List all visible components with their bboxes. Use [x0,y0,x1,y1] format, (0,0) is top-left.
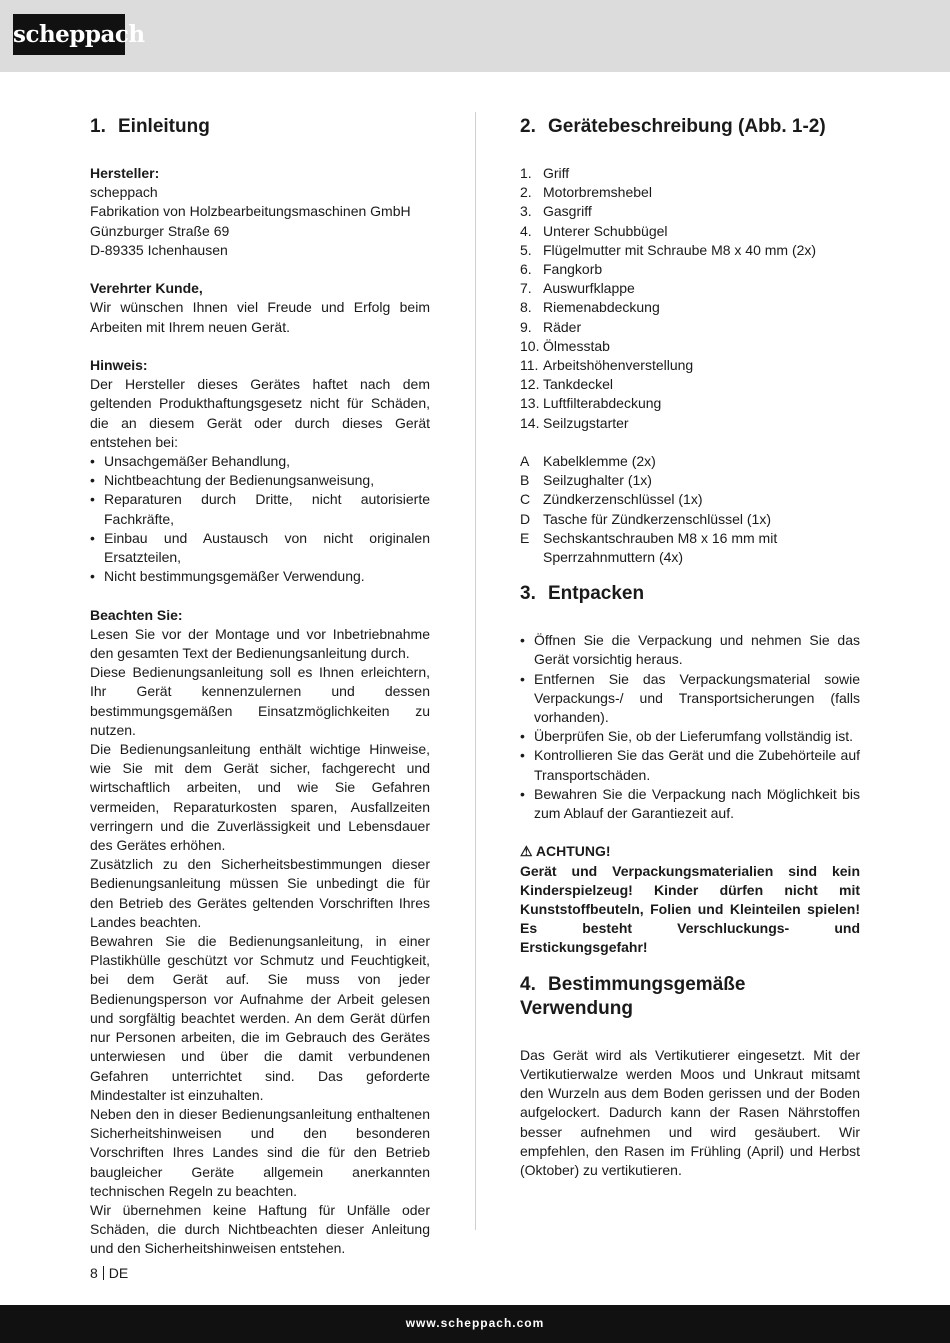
list-item: • Überprüfen Sie, ob der Lieferumfang vollständig ist. [520,727,860,746]
list-item: • Bewahren Sie die Verpackung nach Möglichkeit bis zum Ablauf der Garantiezeit auf. [520,785,860,823]
address-line: scheppach [90,184,158,201]
beachten-paragraph: Die Bedienungsanleitung enthält wichtige Hinweise, wie Sie mit dem Gerät sicher, fachgerecht und wirtschaftlich arbeiten, und wie Sie Gefahren vermeiden, Reparaturkosten sparen, Ausfallzeiten verringern und die Zuverlässigkeit und Lebensdauer des Gerätes erhöhen. [90,741,430,854]
verwendung-text: Das Gerät wird als Vertikutierer eingesetzt. Mit der Vertikutierwalze werden Moos und Unkraut mitsamt den Wurzeln aus dem Boden gerissen und der Boden aufgelockert. Dadurch kann der Rasen Nährstoffen besser aufnehmen und wird gesäubert. Wir empfehlen, den Rasen im Frühling (April) und Herbst (Oktober) zu vertikutieren. [520,1046,860,1178]
right-column [520,115,860,1180]
beachten-paragraph: Bewahren Sie die Bedienungsanleitung, in einer Plastikhülle geschützt vor Schmutz und Feuchtigkeit, bei dem Gerät auf. Sie muss von jeder Bedienungsperson vor Aufnahme der Arbeit gelesen und sorgfältig beachtet werden. An dem Gerät dürfen nur Personen arbeiten, die im Gebrauch des Gerätes unterwiesen und über die damit verbundenen Gefahren unterrichtet sind. Das geforderte Mindestalter ist einzuhalten. [90,933,430,1103]
column-divider [475,112,476,1230]
footer-bar [0,1305,950,1343]
language-code: DE [108,1265,129,1281]
list-item: 6. Fangkorb [520,261,603,278]
list-item: • Kontrollieren Sie das Gerät und die Zubehörteile auf Transportschäden. [520,746,860,784]
list-item: • Nichtbeachtung der Bedienungsanweisung, [90,471,430,490]
section-2-heading: 2. Gerätebeschreibung (Abb. 1-2) [520,116,826,137]
list-item: • Öffnen Sie die Verpackung und nehmen Sie das Gerät vorsichtig heraus. [520,631,860,669]
list-item: 9. Räder [520,318,582,335]
list-item: 2. Motorbremshebel [520,184,652,201]
address-line: Günzburger Straße 69 [90,222,230,239]
beachten-paragraph: Wir übernehmen keine Haftung für Unfälle oder Schäden, die durch Nichtbeachten dieser Anleitung und den Sicherheitshinweisen entstehen. [90,1201,430,1257]
beachten-paragraph: Lesen Sie vor der Montage und vor Inbetriebnahme den gesamten Text der Bedienungsanleitung durch. [90,625,430,662]
list-item: 12. Tankdeckel [520,376,614,393]
list-item: • Unsachgemäßer Behandlung, [90,452,430,471]
hinweis-label: Hinweis: [90,357,148,373]
list-item: A Kabelklemme (2x) [520,453,656,470]
list-item: • Entfernen Sie das Verpackungsmaterial sowie Verpackungs-/ und Transportsicherungen (falls vorhanden). [520,670,860,728]
parts-list [520,164,860,433]
hinweis-text: Der Hersteller dieses Gerätes haftet nach dem geltenden Produkthaftungsgesetz nicht für Schäden, die an diesem Gerät oder durch dieses Gerät entstehen bei: [90,376,430,450]
beachten-paragraph: Neben den in dieser Bedienungsanleitung enthaltenen Sicherheitshinweisen und den besonderen Vorschriften Ihres Landes sind die für den Betrieb baugleicher Geräte allgemein anerkannten technischen Regeln zu beachten. [90,1105,430,1199]
address-line: Fabrikation von Holzbearbeitungsmaschinen GmbH [90,203,411,220]
website-link[interactable]: www.scheppach.com [405,1316,545,1330]
list-item: 3. Gasgriff [520,203,592,220]
list-item: 13. Luftfilterabdeckung [520,395,662,412]
scheppach-logo: scheppach [13,14,125,55]
warning-text: Gerät und Verpackungsmaterialien sind kein Kinderspielzeug! Kinder dürfen nicht mit Kunststoffbeuteln, Folien und Kleinteilen spielen! Es besteht Verschluckungs- und Erstickungsgefahr! [520,862,860,956]
section-3-heading: 3. Entpacken [520,583,645,605]
entpacken-list [520,631,860,823]
section-1-heading: 1. Einleitung [90,116,210,137]
list-item: B Seilzughalter (1x) [520,472,652,489]
beachten-paragraph: Zusätzlich zu den Sicherheitsbestimmungen dieser Bedienungsanleitung müssen Sie unbedingt die für den Betrieb des Gerätes geltenden Vorschriften Ihres Landes beachten. [90,856,430,930]
page-footer [90,1265,128,1281]
list-item: 14. Seilzugstarter [520,414,629,431]
warning-label: ⚠ ACHTUNG! [520,843,611,860]
hersteller-address [90,183,430,260]
beachten-paragraph: Diese Bedienungsanleitung soll es Ihnen erleichtern, Ihr Gerät kennenzulernen und dessen bestimmungsgemäßen Einsatzmöglichkeiten zu nutzen. [90,664,430,738]
left-column [90,115,430,1259]
kunde-label: Verehrter Kunde, [90,280,203,297]
list-item: 11. Arbeitshöhenverstellung [520,357,694,374]
list-item: 5. Flügelmutter mit Schraube M8 x 40 mm (2x) [520,241,817,258]
hinweis-list [90,452,430,586]
list-item: 8. Riemenabdeckung [520,299,660,316]
list-item: E Sechskantschrauben M8 x 16 mm mit Sperrzahnmuttern (4x) [520,529,778,566]
list-item: 1. Griff [520,165,570,181]
list-item: • Einbau und Austausch von nicht originalen Ersatzteilen, [90,529,430,567]
kunde-text: Wir wünschen Ihnen viel Freude und Erfolg beim Arbeiten mit Ihrem neuen Gerät. [90,299,430,335]
beachten-label: Beachten Sie: [90,606,183,623]
section-4-heading: 4. Bestimmungsgemäße Verwendung [520,973,746,1019]
list-item: 4. Unterer Schubbügel [520,222,668,239]
hersteller-label: Hersteller: [90,165,160,181]
list-item: C Zündkerzenschlüssel (1x) [520,491,703,508]
page-number: 8 [90,1265,98,1281]
list-item: • Reparaturen durch Dritte, nicht autorisierte Fachkräfte, [90,490,430,528]
header-bar [0,0,950,72]
list-item: 10. Ölmesstab [520,337,610,354]
accessories-list [520,452,860,567]
list-item: • Nicht bestimmungsgemäßer Verwendung. [90,567,430,586]
list-item: 7. Auswurfklappe [520,280,635,297]
list-item: D Tasche für Zündkerzenschlüssel (1x) [520,510,771,527]
address-line: D-89335 Ichenhausen [90,241,228,258]
